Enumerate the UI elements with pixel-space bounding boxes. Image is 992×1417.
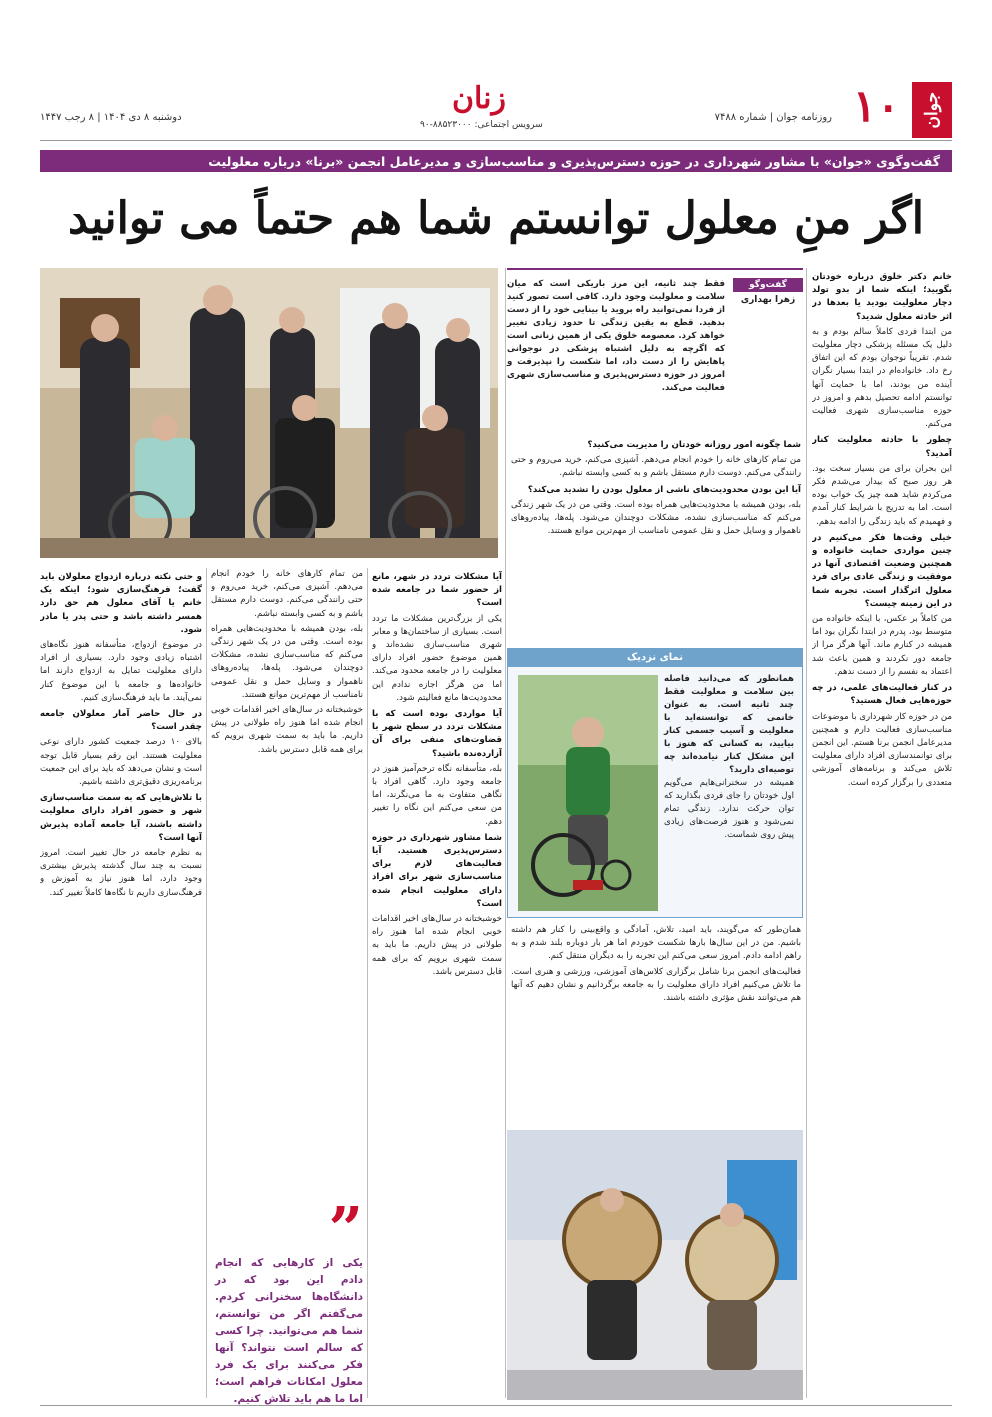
masthead-divider bbox=[40, 140, 952, 141]
lead-box bbox=[507, 268, 803, 428]
question: چطور با حادثه معلولیت کنار آمدید؟ bbox=[812, 435, 952, 459]
answer: من تمام کارهای خانه را خودم انجام می‌دهم. آشپزی می‌کنم، خرید می‌روم و حتی رانندگی می‌کنم. دوست دارم مستقل باشم و به کسی وابسته نباشم. bbox=[511, 455, 801, 479]
main-photo bbox=[40, 268, 498, 558]
column-rule bbox=[367, 568, 368, 1398]
quote-mark: ” bbox=[328, 1195, 363, 1265]
portrait-photo bbox=[518, 675, 658, 911]
question: و حتی نکته درباره ازدواج معلولان باید گفت؛ فرهنگ‌سازی شود؛ اینکه یک خانم یا آقای معلول هم حق دارد همسر داشته باشد و حتی پدر یا مادر شود. bbox=[40, 572, 202, 635]
newspaper-logo bbox=[912, 82, 952, 138]
paragraph: من تمام کارهای خانه را خودم انجام می‌دهم. آشپزی می‌کنم، خرید می‌روم و حتی رانندگی می‌کنم. دوست دارم مستقل باشم و به کسی وابسته نباشم. bbox=[211, 569, 363, 619]
paragraph: فعالیت‌های انجمن برنا شامل برگزاری کلاس‌های آموزشی، ورزشی و هنری است. ما تلاش می‌کنیم افراد دارای معلولیت را به جامعه برگردانیم و نشان دهیم که آنها هم می‌توانند نقش مؤثری داشته باشند. bbox=[511, 966, 801, 1004]
question: خانم دکتر خلوق درباره خودتان بگویید؛ اینکه شما از بدو تولد دچار معلولیت بودید یا بعدها در اثر حادثه معلول شدید؟ bbox=[812, 272, 952, 322]
paragraph: همان‌طور که می‌گویند، باید امید، تلاش، آمادگی و واقع‌بینی را کنار هم داشته باشیم. من در این سال‌ها بارها شکست خوردم اما هر بار دوباره بلند شدم و به راهم ادامه دادم. امروز سعی می‌کنم این تجربه را به دیگران منتقل کنم. bbox=[511, 925, 801, 962]
question: در حال حاضر آمار معلولان جامعه چقدر است؟ bbox=[40, 709, 202, 733]
section-title: زنان bbox=[452, 81, 507, 116]
column-rule bbox=[206, 568, 207, 1398]
article-kicker: گفت‌وگوی «جوان» با مشاور شهرداری در حوزه دسترس‌پذیری و مناسب‌سازی و مدیرعامل انجمن «برنا» درباره معلولیت bbox=[208, 153, 940, 169]
pull-quote-text: یکی از کارهایی که انجام دادم این بود که در دانشگاه‌ها سخنرانی کردم. می‌گفتم اگر من توانستم، شما هم می‌توانید. چرا کسی که سالم است نتواند؟ آنها فکر می‌کنند برای یک فرد معلول امکانات فراهم است؛ اما ما هم باید تلاش کنیم. bbox=[215, 1257, 363, 1405]
interview-tag bbox=[733, 278, 803, 305]
column-rule bbox=[806, 268, 807, 1398]
tag-label: گفت‌وگو bbox=[733, 278, 803, 292]
column-left bbox=[40, 568, 202, 1398]
question: آیا مواردی بوده است که با مشکلات تردد در سطح شهر با قضاوت‌های منفی برای آن آزارده‌نده باشید؟ bbox=[372, 709, 502, 759]
answer: یکی از بزرگ‌ترین مشکلات ما تردد است. بسیاری از ساختمان‌ها و معابر شهری مناسب‌سازی نشده‌اند و همین موضوع حضور افراد دارای معلولیت را در جامعه محدود می‌کند. اما من هرگز اجازه ندادم این محدودیت‌ها مانع فعالیتم شود. bbox=[372, 613, 502, 703]
question: خیلی وقت‌ها فکر می‌کنیم در چنین مواردی حمایت خانواده و همچنین وضعیت اقتصادی آنها در موفقیت و زندگی عادی برای فرد معلول اثرگذار است. تجربه شما در این زمینه چیست؟ bbox=[812, 532, 952, 609]
column-rule bbox=[505, 268, 506, 1398]
question: با تلاش‌هایی که به سمت مناسب‌سازی شهر و حضور افراد دارای معلولیت داشته باشند، آیا جامعه آماده پذیرش آنها است؟ bbox=[40, 793, 202, 843]
column-center bbox=[372, 568, 502, 1398]
answer: خوشبختانه در سال‌های اخیر اقدامات خوبی انجام شده اما هنوز راه طولانی در پیش داریم. ما باید به سمت شهری برویم که برای همه قابل دسترس باشد. bbox=[372, 914, 502, 977]
performance-photo bbox=[507, 1130, 803, 1400]
answer: این بحران برای من بسیار سخت بود. هر روز صبح که بیدار می‌شدم فکر می‌کردم شاید همه چیز یک خواب بوده است. اما به تدریج با شرایط کنار آمدم و فهمیدم که باید زندگی را ادامه بدهم. bbox=[812, 463, 952, 527]
question: آیا این بودن محدودیت‌های ناشی از معلول بودن را تشدید می‌کند؟ bbox=[527, 484, 801, 495]
logo-text: جوان bbox=[922, 91, 942, 129]
column-center-left bbox=[211, 568, 363, 1198]
article-headline: اگر منِ معلول توانستم شما هم حتماً می توانید bbox=[68, 193, 924, 244]
paragraph: خوشبختانه در سال‌های اخیر اقدامات خوبی انجام شده اما هنوز راه طولانی در پیش داریم. ما باید به سمت شهری برویم که برای همه قابل دسترس باشد. bbox=[211, 705, 363, 755]
kicker-band bbox=[40, 150, 952, 172]
issue-number: روزنامه جوان | شماره ۷۴۸۸ bbox=[714, 112, 832, 123]
group-photo-illustration bbox=[40, 268, 498, 558]
close-look-sidebar bbox=[507, 648, 803, 918]
answer: من کاملاً بر عکس، با اینکه خانواده من متوسط بود، پدرم در ابتدا نگران بود اما همیشه در کنارم ماند. آنها هرگز مرا از جامعه دور نکردند و همین باعث شد اعتماد به نفسم را از دست ندهم. bbox=[812, 614, 952, 677]
question: در کنار فعالیت‌های علمی، در چه حوزه‌هایی فعال هستید؟ bbox=[812, 683, 952, 707]
sidebar-answer: همیشه در سخنرانی‌هایم می‌گویم اول خودتان را جای فردی بگذارید که توان حرکت ندارد. زندگی تمام نمی‌شود و هنوز فرصت‌های زیادی پیش روی شماست. bbox=[664, 778, 794, 840]
wheelchair-portrait-illustration bbox=[518, 675, 658, 911]
masthead bbox=[40, 82, 952, 138]
issue-date: دوشنبه ۸ دی ۱۴۰۴ | ۸ رجب ۱۴۴۷ bbox=[40, 112, 182, 123]
paragraph: بله، بودن همیشه با محدودیت‌هایی همراه بوده است. وقتی من در یک شهر زندگی می‌کنم که مناسب‌سازی نشده، مشکلات دوچندان می‌شود. پله‌ها، پیاده‌روهای ناهموار و وسایل حمل و نقل عمومی نامناسب از مهم‌ترین موانع هستند. bbox=[211, 623, 363, 700]
column-mid-upper bbox=[511, 436, 801, 641]
page-number: ۱۰ bbox=[852, 81, 900, 132]
answer: من ابتدا فردی کاملاً سالم بودم و به دلیل یک مسئله پزشکی دچار معلولیت شدم. تقریباً نوجوان بودم که این اتفاق رخ داد. خانواده‌ام در ابتدا بسیار نگران آینده من بودند، اما با حمایت آنها توانستم ادامه تحصیل بدهم و امروز در حوزه مناسب‌سازی شهری فعالیت می‌کنم. bbox=[812, 326, 952, 430]
question: شما چگونه امور روزانه خودتان را مدیریت می‌کنید؟ bbox=[587, 440, 801, 450]
answer: بله، متأسفانه نگاه ترحم‌آمیز هنوز در جامعه وجود دارد. گاهی افراد با نگاهی متفاوت به ما می‌نگرند، اما من سعی می‌کنم این نگاه را تغییر دهم. bbox=[372, 763, 502, 827]
sidebar-heading: نمای نزدیک bbox=[508, 649, 802, 667]
answer: بله، بودن همیشه با محدودیت‌هایی همراه بوده است. وقتی من در یک شهر زندگی می‌کنم که مناسب‌سازی نشده، مشکلات دوچندان می‌شود. پله‌ها، پیاده‌روهای ناهموار و وسایل حمل و نقل عمومی نامناسب از مهم‌ترین موانع هستند. bbox=[511, 499, 801, 537]
answer: در موضوع ازدواج، متأسفانه هنوز نگاه‌های اشتباه زیادی وجود دارد. بسیاری از افراد دارای معلولیت تمایل به ازدواج دارند اما خانواده‌ها و جامعه با این موضوع کنار نمی‌آیند. ما باید فرهنگ‌سازی کنیم. bbox=[40, 640, 202, 703]
column-right bbox=[812, 268, 952, 1398]
question: شما مشاور شهرداری در حوزه دسترس‌پذیری هستید. آیا فعالیت‌های لازم برای مناسب‌سازی شهر برای افراد دارای معلولیت انجام شده است؟ bbox=[372, 832, 502, 909]
answer: به نظرم جامعه در حال تغییر است. امروز نسبت به چند سال گذشته پذیرش بیشتری وجود دارد، اما هنوز نیاز به آموزش و فرهنگ‌سازی داریم تا نگاه‌ها کاملاً تغییر کند. bbox=[40, 848, 202, 898]
author-name: زهرا بهداری bbox=[740, 295, 796, 305]
column-mid-lower bbox=[511, 924, 801, 1124]
answer: بالای ۱۰ درصد جمعیت کشور دارای نوعی معلولیت هستند. این رقم بسیار قابل توجه است و نشان می‌دهد که باید برای این جمعیت برنامه‌ریزی دقیق‌تری داشته باشیم. bbox=[40, 737, 202, 788]
musicians-illustration bbox=[507, 1130, 803, 1400]
pull-quote bbox=[215, 1195, 363, 1405]
answer: من در حوزه کار شهرداری با موضوعات مناسب‌سازی فعالیت دارم و همچنین مدیرعامل انجمن برنا هستم. این انجمن برای توانمندسازی افراد دارای معلولیت تلاش می‌کند و برنامه‌های آموزشی متعددی را برگزار کرده است. bbox=[812, 711, 952, 788]
article-lead: فقط چند ثانیه، این مرز باریکی است که میان سلامت و معلولیت وجود دارد. کافی است تصور کنید از فردا نمی‌توانید راه بروید یا بینایی خود را از دست بدهید. قطع به یقین زندگی تا حدود زیادی تغییر خواهد کرد. معصومه خلوق یکی از همین زنانی است که اگرچه به دلیل اشتباه پزشکی در نوجوانی پاهایش را از دست داد، اما شکست را نپذیرفت و امروز در حوزه دسترس‌پذیری و مناسب‌سازی شهری فعالیت می‌کند. bbox=[507, 279, 725, 393]
question: آیا مشکلات تردد در شهر، مانع از حضور شما در جامعه شده است؟ bbox=[372, 572, 502, 609]
sidebar-text bbox=[664, 673, 794, 842]
section-service: سرویس اجتماعی: ۸۸۵۲۳۰۰۰-۹۰ bbox=[420, 120, 543, 130]
sidebar-question: همانطور که می‌دانید فاصله بین سلامت و معلولیت فقط چند ثانیه است. به عنوان خانمی که توانسته‌اید با معلولیت و آسیب جسمی کنار بیایید، به کسانی که هنوز با این مشکل کنار نیامده‌اند چه توصیه‌ای دارید؟ bbox=[664, 674, 794, 775]
page-bottom-rule bbox=[40, 1405, 952, 1406]
